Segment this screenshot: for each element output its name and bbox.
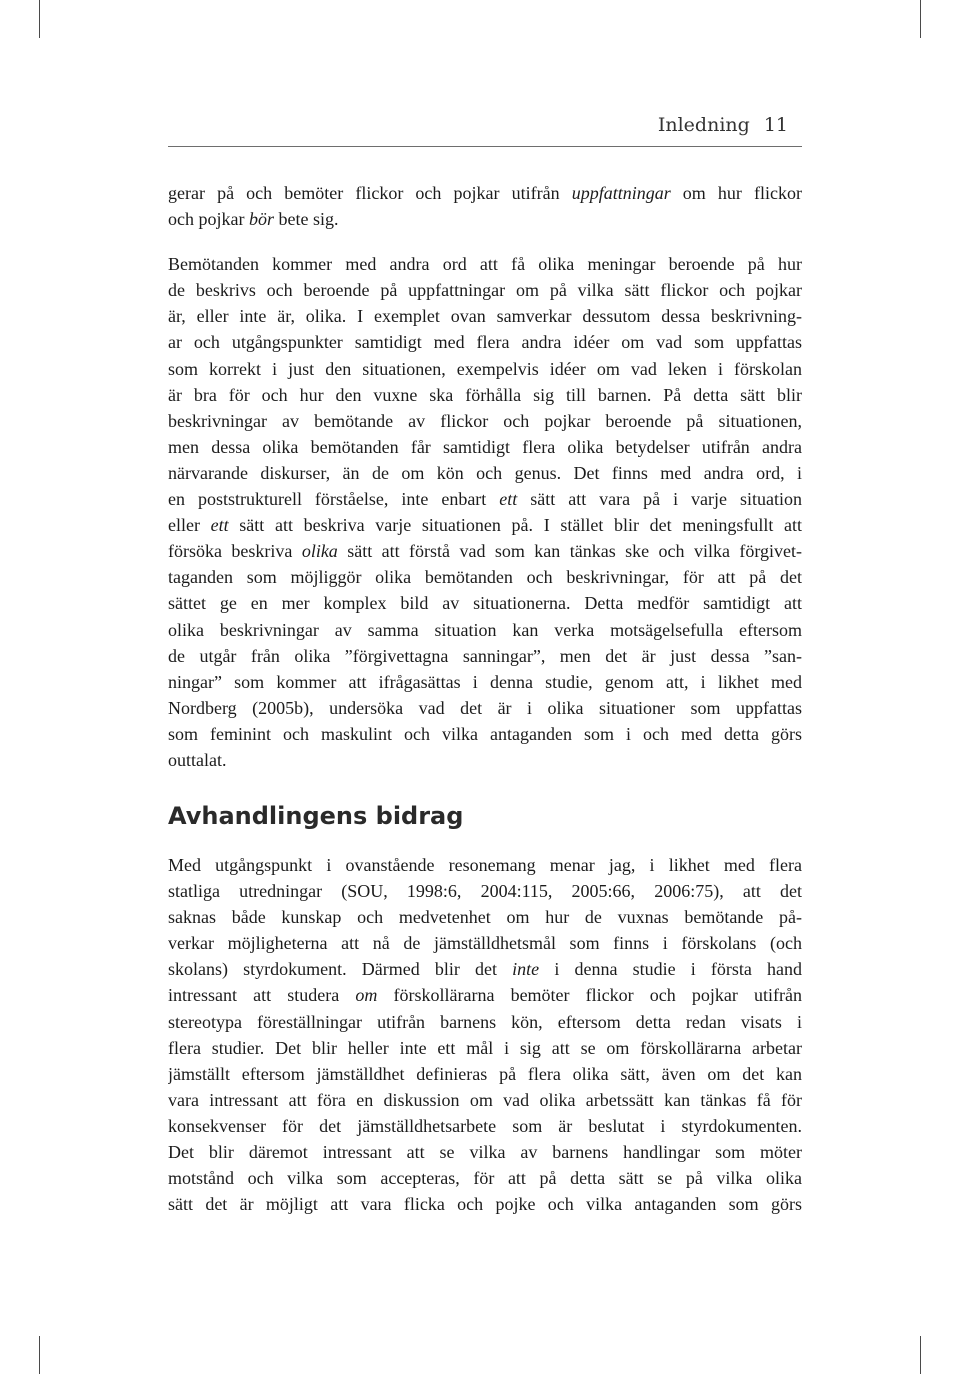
- text-run: Bemötanden kommer med andra ord att få olika meningar beroende på hur: [168, 254, 802, 275]
- text-run: som feminint och maskulint och vilka antaganden som i och med detta görs: [168, 723, 802, 744]
- text-run: sätt att vara på i varje situation: [517, 489, 802, 510]
- italic-text: uppfattningar: [571, 183, 671, 203]
- text-run: men dessa olika bemötanden får samtidigt flera olika betydelser utifrån andra: [168, 436, 802, 457]
- text-line: [168, 747, 802, 773]
- text-line: [168, 564, 802, 590]
- text-line: [168, 206, 802, 232]
- italic-text: olika: [301, 541, 338, 562]
- text-run: outtalat.: [168, 749, 227, 770]
- text-run: som korrekt i just den situationen, exempelvis idéer om vad leken i förskolan: [168, 358, 802, 379]
- text-run: sättet ge en mer komplex bild av situationerna. Detta medför samtidigt att: [168, 593, 802, 614]
- text-line: [168, 590, 802, 616]
- text-run: taganden som möjliggör olika bemötanden och beskrivningar, för att på det: [168, 567, 802, 588]
- text-line: [168, 617, 802, 643]
- text-line: [168, 460, 802, 486]
- text-run: motstånd och vilka som accepteras, för att på detta sätt se på vilka olika: [168, 1168, 802, 1189]
- text-line: [168, 1113, 802, 1139]
- text-run: försöka beskriva: [168, 541, 302, 562]
- text-line: [168, 956, 802, 982]
- text-run: gerar på och bemöter flickor och pojkar utifrån: [168, 183, 572, 203]
- text-run: stereotypa föreställningar utifrån barnens kön, eftersom detta redan visats i: [168, 1011, 802, 1032]
- body-text: [168, 180, 802, 773]
- text-line: [168, 1165, 802, 1191]
- crop-mark-bottom-right: [920, 1336, 921, 1374]
- text-run: ar och utgångspunkter samtidigt med flera andra idéer om vad som uppfattas: [168, 332, 802, 353]
- text-run: beskrivningar av bemötande av flickor och pojkar beroende på situationen,: [168, 410, 802, 431]
- text-run: jämställt eftersom jämställdhet definieras på flera olika sätt, även om det kan: [168, 1063, 802, 1084]
- text-line: [168, 669, 802, 695]
- text-line: [168, 904, 802, 930]
- text-run: de beskrivs och beroende på uppfattningar om på vilka sätt flickor och pojkar: [168, 280, 802, 301]
- text-line: [168, 538, 802, 564]
- text-run: Med utgångspunkt i ovanstående resonemang menar jag, i likhet med flera: [168, 855, 802, 875]
- text-line: [168, 434, 802, 460]
- section-heading: Avhandlingens bidrag: [168, 802, 464, 830]
- paragraph-break: [168, 232, 802, 251]
- text-line: [168, 1087, 802, 1113]
- text-line: [168, 695, 802, 721]
- text-line: [168, 277, 802, 303]
- text-run: ningar” som kommer att ifrågasättas i denna studie, genom att, i likhet med: [168, 671, 802, 692]
- text-run: verkar möjligheterna att nå de jämställdhetsmål som finns i förskolans (och: [168, 933, 802, 954]
- text-line: [168, 852, 802, 878]
- text-run: olika beskrivningar av samma situation kan verka motsägelsefulla eftersom: [168, 619, 802, 640]
- text-run: förskollärarna bemöter flickor och pojkar utifrån: [377, 985, 802, 1006]
- text-run: närvarande diskurser, än de om kön och genus. Det finns med andra ord, i: [168, 462, 802, 483]
- text-run: skolans) styrdokument. Därmed blir det: [168, 959, 513, 980]
- crop-mark-top-right: [920, 0, 921, 38]
- italic-text: ett: [210, 515, 229, 536]
- text-run: Det blir däremot intressant att se vilka av barnens handlingar som möter: [168, 1142, 802, 1163]
- text-run: är bra för och hur den vuxne ska förhålla sig till barnen. På detta sätt blir: [168, 384, 802, 405]
- crop-mark-top-left: [39, 0, 40, 38]
- text-run: konsekvenser för det jämställdhetsarbete som är beslutat i styrdokumenten.: [168, 1115, 802, 1136]
- text-run: saknas både kunskap och medvetenhet om hur de vuxnas bemötande på-: [168, 907, 802, 928]
- text-line: [168, 408, 802, 434]
- section-text: [168, 852, 802, 1217]
- text-line: [168, 329, 802, 355]
- text-run: vara intressant att föra en diskussion om vad olika arbetssätt kan tänkas få för: [168, 1089, 802, 1110]
- running-header-text: [658, 114, 788, 136]
- text-line: [168, 643, 802, 669]
- text-line: [168, 878, 802, 904]
- text-run: om hur flickor: [670, 183, 802, 203]
- text-line: [168, 180, 802, 206]
- text-line: [168, 1009, 802, 1035]
- text-line: [168, 512, 802, 538]
- crop-mark-bottom-left: [39, 1336, 40, 1374]
- text-run: i denna studie i första hand: [539, 959, 802, 980]
- text-line: [168, 1061, 802, 1087]
- text-run: sätt att beskriva varje situationen på. I stället blir det meningsfullt att: [228, 515, 802, 536]
- text-run: sätt det är möjligt att vara flicka och pojke och vilka antaganden som görs: [168, 1194, 802, 1215]
- text-line: [168, 930, 802, 956]
- text-line: [168, 356, 802, 382]
- text-line: [168, 486, 802, 512]
- italic-text: bör: [248, 209, 274, 230]
- text-run: en poststrukturell förståelse, inte enbart: [168, 489, 500, 510]
- text-run: flera studier. Det blir heller inte ett mål i sig att se om förskollärarna arbetar: [168, 1037, 802, 1058]
- text-line: [168, 251, 802, 277]
- text-line: [168, 721, 802, 747]
- text-line: [168, 982, 802, 1008]
- text-line: [168, 382, 802, 408]
- text-line: [168, 1035, 802, 1061]
- text-run: sätt att förstå vad som kan tänkas ske och vilka förgivet-: [337, 541, 802, 562]
- text-run: de utgår från olika ”förgivettagna sanningar”, men det är just dessa ”san-: [168, 645, 802, 666]
- text-run: är, eller inte är, olika. I exemplet ovan samverkar dessutom dessa beskrivning-: [168, 306, 802, 327]
- page-number: 11: [763, 114, 788, 136]
- italic-text: ett: [499, 489, 518, 510]
- text-line: [168, 1191, 802, 1217]
- running-header: [168, 112, 802, 147]
- text-run: statliga utredningar (SOU, 1998:6, 2004:115, 2005:66, 2006:75), att det: [168, 881, 802, 902]
- text-run: eller: [168, 515, 211, 536]
- text-run: och pojkar: [168, 209, 249, 230]
- italic-text: inte: [512, 959, 540, 980]
- text-run: Nordberg (2005b), undersöka vad det är i olika situationer som uppfattas: [168, 697, 802, 718]
- italic-text: om: [355, 985, 378, 1006]
- text-run: bete sig.: [274, 209, 339, 230]
- text-line: [168, 303, 802, 329]
- text-line: [168, 1139, 802, 1165]
- running-title: Inledning: [657, 114, 750, 136]
- text-run: intressant att studera: [168, 985, 356, 1006]
